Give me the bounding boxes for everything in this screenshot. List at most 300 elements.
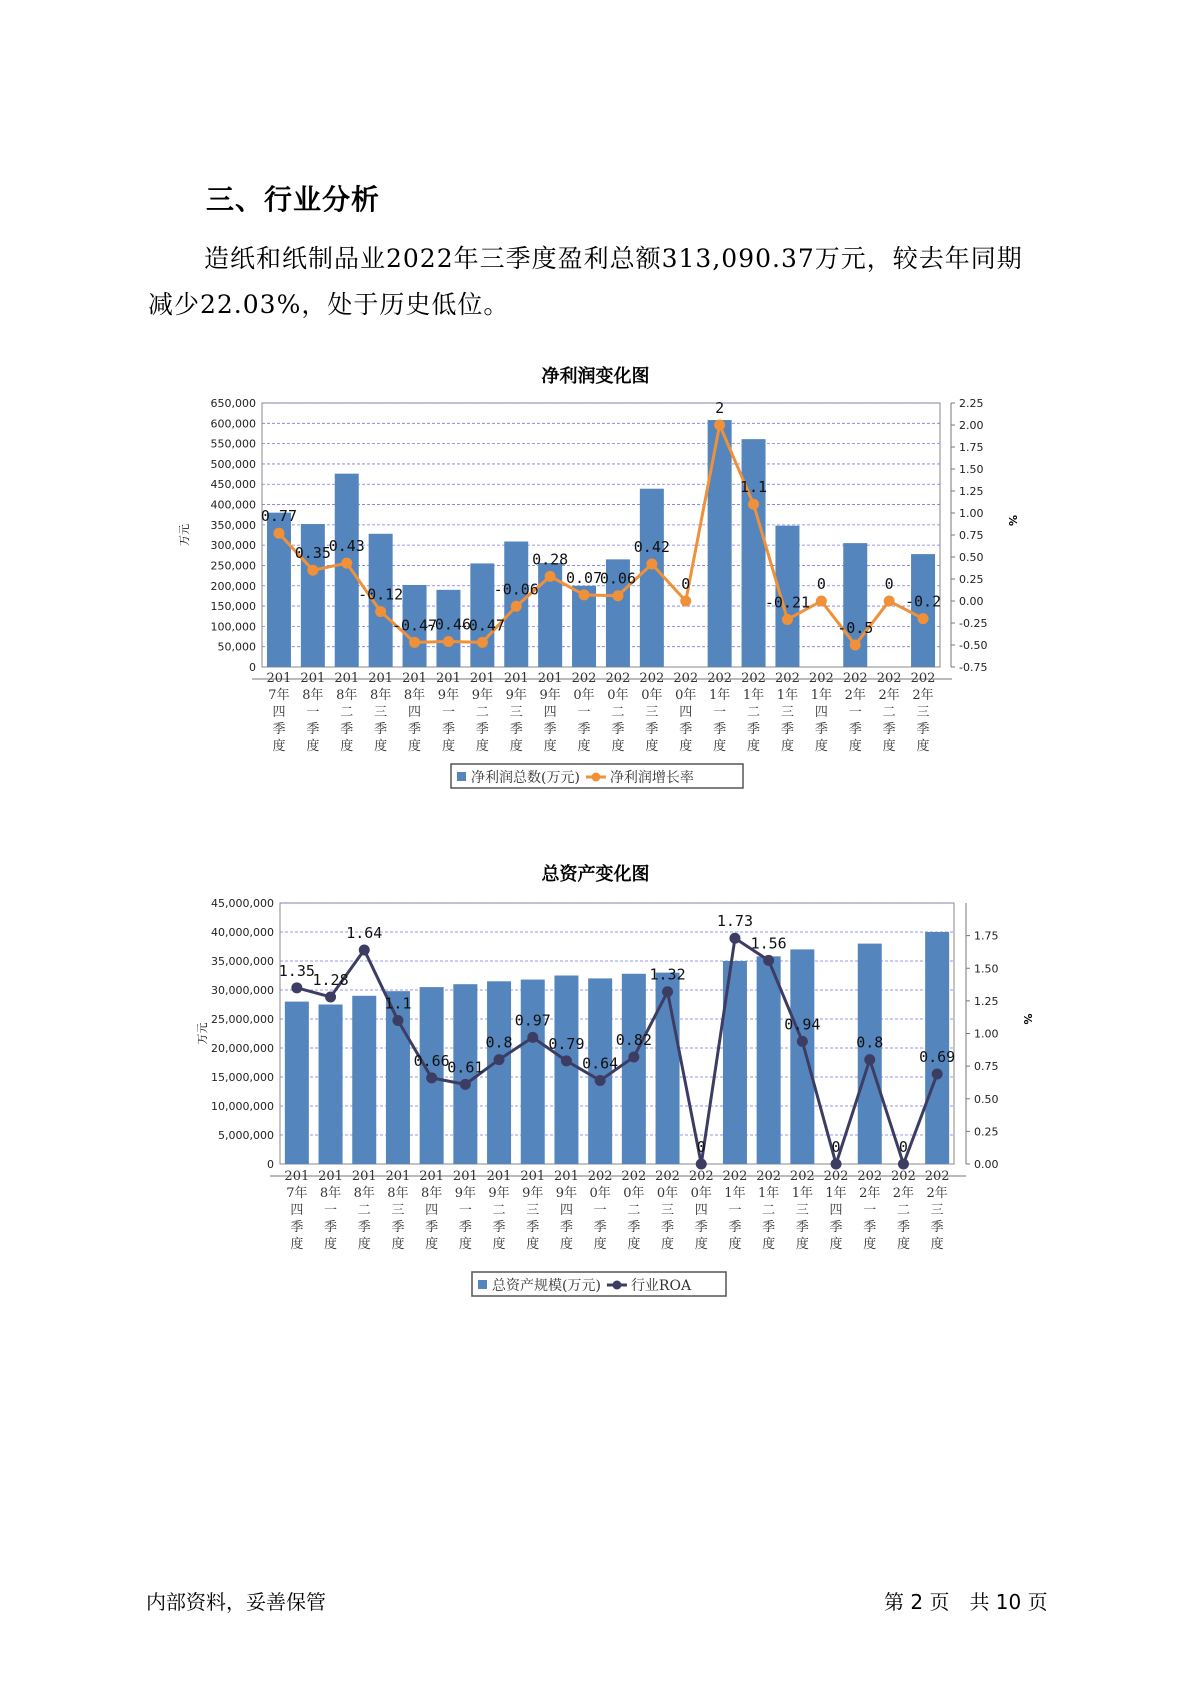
line-point [748,499,759,510]
line-point [932,1068,943,1079]
y2-tick-label: 0.75 [974,1060,999,1074]
y2-tick-label: 2.25 [959,397,984,410]
x-tick-label: 0年 [573,688,595,703]
x-tick-label: 度 [814,739,828,754]
x-tick-label: 202 [842,671,868,686]
x-tick-label: 二 [340,705,354,720]
x-tick-label: 度 [593,1237,607,1252]
x-tick-label: 三 [391,1203,405,1218]
y2-tick-label: -0.50 [959,639,988,652]
bar [554,976,578,1165]
x-tick-label: 9年 [488,1186,510,1201]
x-tick-label: 度 [324,1237,338,1252]
x-tick-label: 一 [848,705,862,720]
summary-paragraph [148,236,1048,328]
x-tick-label: 度 [882,739,896,754]
x-tick-label: 202 [808,671,834,686]
line-point [291,982,302,993]
y-tick-label: 15,000,000 [211,1071,274,1084]
data-label: 0.61 [447,1058,484,1077]
line-point [680,596,691,607]
y2-tick-label: 1.25 [959,485,984,498]
x-tick-label: 202 [910,671,936,686]
x-tick-label: 202 [639,671,665,686]
x-tick-label: 三 [780,705,794,720]
x-tick-label: 三 [916,705,930,720]
bar [640,489,664,667]
data-label: 0.35 [294,544,331,563]
legend-swatch-bar [457,772,466,781]
x-tick-label: 8年 [403,688,426,703]
x-tick-label: 季 [391,1220,405,1235]
x-tick-label: 度 [930,1237,944,1252]
y-tick-label: 10,000,000 [211,1100,274,1113]
data-label: 0.28 [532,550,569,569]
x-tick-label: 度 [306,739,320,754]
x-tick-label: 季 [408,722,422,737]
x-tick-label: 季 [441,722,455,737]
line-point [527,1032,538,1043]
x-tick-label: 2年 [892,1186,915,1201]
x-tick-label: 季 [458,1220,472,1235]
x-tick-label: 202 [891,1169,916,1184]
y2-tick-label: 1.00 [974,1027,999,1041]
line-point [460,1079,471,1090]
y2-axis-label: % [1006,515,1019,527]
x-tick-label: 季 [728,1220,742,1235]
x-tick-label: 一 [593,1203,607,1218]
x-tick-label: 四 [694,1203,708,1218]
y-tick-label: 300,000 [210,539,256,553]
y2-tick-label: 0.00 [959,595,984,608]
x-tick-label: 201 [503,671,529,686]
y-tick-label: 650,000 [210,397,256,410]
x-tick-label: 7年 [286,1186,308,1201]
line-point [662,986,673,997]
y-tick-label: 600,000 [210,417,256,431]
x-tick-label: 202 [621,1169,647,1184]
x-tick-label: 三 [509,705,523,720]
x-tick-label: 一 [728,1203,742,1218]
x-tick-label: 度 [916,739,930,754]
paragraph-line-2: 减少22.03%，处于历史低位。 [148,290,510,319]
x-tick-label: 202 [655,1169,680,1184]
chart-title-net-profit: 净利润变化图 [541,366,650,387]
bar [622,974,646,1164]
x-tick-label: 一 [577,705,591,720]
x-tick-label: 度 [374,739,388,754]
x-tick-label: 1年 [810,688,832,703]
data-label: 0.8 [485,1033,513,1052]
data-label: 0.82 [615,1030,652,1049]
line-point [729,933,740,944]
x-tick-label: 9年 [539,688,561,703]
x-tick-label: 季 [425,1220,439,1235]
x-tick-label: 季 [679,722,693,737]
x-tick-label: 9年 [505,688,527,703]
x-tick-label: 1年 [791,1186,813,1201]
data-label: 0 [696,1138,706,1156]
x-tick-label: 201 [554,1169,579,1184]
y-tick-label: 450,000 [210,478,256,492]
data-label: 2 [715,399,725,417]
x-tick-label: 度 [728,1237,742,1252]
line-point [341,558,352,569]
x-tick-label: 8年 [370,688,392,703]
line-point [816,596,827,607]
line-point [831,1159,842,1170]
x-tick-label: 度 [357,1237,371,1252]
x-tick-label: 8年 [387,1186,409,1201]
x-tick-label: 四 [559,1203,573,1218]
legend-label-bar: 总资产规模(万元) [492,1278,601,1294]
line-point [409,637,420,648]
line-point [595,1075,606,1086]
x-tick-label: 201 [300,671,326,686]
x-tick-label: 1年 [776,688,799,703]
data-label: -0.06 [493,580,539,599]
data-label: 0.8 [856,1033,884,1052]
x-tick-label: 201 [436,671,461,686]
y-tick-label: 50,000 [217,640,256,654]
x-tick-label: 度 [645,739,659,754]
x-tick-label: 度 [559,1237,573,1252]
footer-confidential: 内部资料，妥善保管 [146,1590,326,1614]
x-tick-label: 202 [587,1169,613,1184]
x-tick-label: 202 [823,1169,849,1184]
x-tick-label: 202 [789,1169,815,1184]
x-tick-label: 0年 [656,1186,679,1201]
x-tick-label: 度 [661,1237,675,1252]
data-label: 0.42 [633,538,670,557]
data-label: -0.2 [904,592,942,611]
x-tick-label: 1年 [758,1186,780,1201]
data-label: 0 [816,575,826,593]
x-tick-label: 9年 [471,688,493,703]
x-tick-label: 季 [611,722,625,737]
x-tick-label: 201 [351,1169,377,1184]
bar [487,981,511,1164]
x-tick-label: 201 [419,1169,445,1184]
x-tick-label: 度 [577,739,591,754]
x-tick-label: 三 [661,1203,675,1218]
y2-axis-label: % [1021,1013,1034,1025]
x-tick-label: 9年 [522,1186,544,1201]
y-tick-label: 200,000 [210,579,256,593]
x-tick-label: 度 [848,739,862,754]
x-tick-label: 四 [543,705,557,720]
line-point [307,565,318,576]
x-tick-label: 2年 [844,688,866,703]
x-tick-label: 8年 [421,1186,443,1201]
legend-label-line: 净利润增长率 [609,770,694,786]
data-label: -0.21 [764,593,811,612]
data-label: 1.1 [740,478,768,497]
x-tick-label: 季 [916,722,930,737]
section-heading: 三、行业分析 [206,183,381,216]
y2-tick-label: 0.50 [959,551,984,564]
x-tick-label: 度 [526,1237,540,1252]
x-tick-label: 201 [537,671,563,686]
y-tick-label: 250,000 [210,559,256,573]
footer-page-number: 第 2 页 共 10 页 [884,1590,1048,1614]
total-assets-chart [0,890,1191,1310]
line-point [714,420,725,431]
y-tick-label: 25,000,000 [211,1013,274,1026]
bar [708,420,732,667]
x-tick-label: 1年 [709,688,731,703]
x-tick-label: 季 [930,1220,944,1235]
line-point [628,1051,639,1062]
x-tick-label: 202 [722,1169,748,1184]
x-tick-label: 季 [814,722,828,737]
line-point [612,590,623,601]
x-tick-label: 1年 [724,1186,746,1201]
bar [352,996,376,1164]
x-tick-label: 2年 [859,1186,881,1201]
line-point [561,1055,572,1066]
legend-swatch-point [591,773,600,782]
x-tick-label: 一 [441,705,455,720]
bar [858,944,882,1164]
x-tick-label: 度 [747,739,761,754]
x-tick-label: 度 [492,1237,506,1252]
line-point [579,589,590,600]
y-tick-label: 35,000,000 [211,955,274,968]
x-tick-label: 季 [780,722,794,737]
x-tick-label: 度 [425,1237,439,1252]
x-tick-label: 季 [645,722,659,737]
line-point [273,528,284,539]
x-tick-label: 三 [795,1203,809,1218]
x-tick-label: 季 [357,1220,371,1235]
line-point [477,637,488,648]
x-tick-label: 一 [324,1203,338,1218]
x-tick-label: 8年 [319,1186,342,1201]
data-label: 0 [898,1138,908,1156]
x-tick-label: 度 [340,739,354,754]
bar [742,439,766,667]
x-tick-label: 度 [694,1237,708,1252]
x-tick-label: 度 [509,739,523,754]
x-tick-label: 季 [795,1220,809,1235]
x-tick-label: 0年 [690,1186,712,1201]
data-label: 0.64 [582,1054,619,1073]
x-tick-label: 季 [272,722,286,737]
x-tick-label: 度 [896,1237,910,1252]
x-tick-label: 三 [645,705,659,720]
line-point [511,601,522,612]
x-tick-label: 1年 [825,1186,847,1201]
x-tick-label: 季 [324,1220,338,1235]
x-tick-label: 202 [775,671,800,686]
x-tick-label: 9年 [555,1186,578,1201]
x-tick-label: 四 [408,705,422,720]
x-tick-label: 二 [762,1203,776,1218]
y-tick-label: 550,000 [210,437,256,451]
x-tick-label: 202 [741,671,766,686]
x-tick-label: 四 [425,1203,439,1218]
x-tick-label: 度 [391,1237,405,1252]
paragraph-line-1: 造纸和纸制品业2022年三季度盈利总额313,090.37万元，较去年同期 [204,244,1023,273]
y2-tick-label: -0.75 [959,661,988,674]
x-tick-label: 季 [340,722,354,737]
x-tick-label: 201 [486,1169,512,1184]
x-tick-label: 度 [543,739,557,754]
line-point [696,1159,707,1170]
y-tick-label: 40,000,000 [211,926,274,939]
line-point [884,596,895,607]
x-tick-label: 度 [863,1237,877,1252]
bar [470,563,494,667]
data-label: 0.94 [784,1015,821,1034]
x-tick-label: 0年 [623,1186,645,1201]
legend-label-line: 行业ROA [630,1278,692,1294]
y2-tick-label: 2.00 [959,419,984,432]
x-tick-label: 8年 [353,1186,375,1201]
x-tick-label: 季 [509,722,523,737]
x-tick-label: 9年 [454,1186,476,1201]
x-tick-label: 度 [762,1237,776,1252]
data-label: 1.73 [716,912,754,931]
line-point [359,944,370,955]
x-tick-label: 202 [876,671,902,686]
y2-tick-label: 1.75 [974,929,999,943]
line-point [392,1015,403,1026]
x-tick-label: 201 [284,1169,310,1184]
x-tick-label: 二 [882,705,896,720]
x-tick-label: 二 [611,705,625,720]
x-tick-label: 季 [848,722,862,737]
x-tick-label: 二 [896,1203,910,1218]
bar [790,949,814,1164]
data-label: 0.77 [260,507,298,526]
line-point [918,613,929,624]
y2-tick-label: 1.75 [959,441,984,454]
x-tick-label: 度 [441,739,455,754]
x-tick-label: 季 [374,722,388,737]
y-tick-label: 20,000,000 [211,1042,274,1055]
x-tick-label: 季 [475,722,489,737]
data-label: 0 [681,575,691,593]
line-point [494,1054,505,1065]
data-label: 1.32 [649,965,686,984]
x-tick-label: 度 [408,739,422,754]
y2-tick-label: 0.25 [959,573,984,586]
x-tick-label: 201 [318,1169,343,1184]
x-tick-label: 度 [290,1237,304,1252]
x-tick-label: 201 [368,671,394,686]
x-tick-label: 二 [747,705,761,720]
x-tick-label: 202 [924,1169,950,1184]
x-tick-label: 201 [334,671,360,686]
x-tick-label: 季 [661,1220,675,1235]
x-tick-label: 一 [863,1203,877,1218]
data-label: 1.56 [750,934,787,953]
line-point [646,559,657,570]
x-tick-label: 度 [713,739,727,754]
legend-swatch-bar [478,1280,487,1289]
y2-tick-label: 1.25 [974,994,999,1008]
x-tick-label: 度 [458,1237,472,1252]
x-tick-label: 一 [458,1203,472,1218]
x-tick-label: 二 [357,1203,371,1218]
x-tick-label: 季 [306,722,320,737]
y2-tick-label: 0.75 [959,529,984,542]
data-label: -0.47 [391,616,438,635]
x-tick-label: 季 [559,1220,573,1235]
line-point [898,1159,909,1170]
line-point [426,1072,437,1083]
x-tick-label: 202 [571,671,597,686]
y-tick-label: 0 [249,661,256,674]
data-label: 0.97 [514,1011,551,1030]
x-tick-label: 二 [475,705,489,720]
x-tick-label: 季 [593,1220,607,1235]
y2-tick-label: 0.00 [974,1158,999,1171]
data-label: -0.12 [358,585,404,604]
data-label: 0.07 [565,568,603,587]
x-tick-label: 度 [627,1237,641,1252]
line-point [375,606,386,617]
x-tick-label: 度 [475,739,489,754]
x-tick-label: 度 [780,739,794,754]
x-tick-label: 0年 [607,688,629,703]
data-label: 1.35 [278,961,315,980]
x-tick-label: 201 [469,671,495,686]
y-tick-label: 45,000,000 [211,897,274,910]
x-tick-label: 1年 [742,688,765,703]
x-tick-label: 季 [762,1220,776,1235]
x-tick-label: 201 [402,671,427,686]
y-tick-label: 5,000,000 [218,1129,274,1142]
y-tick-label: 400,000 [210,498,256,512]
line-point [763,955,774,966]
data-label: 0.79 [548,1034,585,1053]
x-tick-label: 三 [526,1203,540,1218]
x-tick-label: 一 [713,705,727,720]
bar [521,980,545,1164]
bar [319,1005,343,1165]
x-tick-label: 7年 [268,688,290,703]
line-point [850,640,861,651]
x-tick-label: 二 [492,1203,506,1218]
x-tick-label: 季 [829,1220,843,1235]
x-tick-label: 四 [814,705,828,720]
x-tick-label: 202 [673,671,699,686]
x-tick-label: 2年 [878,688,900,703]
y2-tick-label: 1.00 [959,507,984,520]
x-tick-label: 度 [795,1237,809,1252]
x-tick-label: 0年 [641,688,663,703]
data-label: 0.43 [328,537,365,556]
x-tick-label: 2年 [912,688,934,703]
data-label: 0 [831,1138,841,1156]
x-tick-label: 度 [272,739,286,754]
y2-tick-label: 0.50 [974,1092,999,1106]
x-tick-label: 四 [272,705,286,720]
y-tick-label: 150,000 [210,600,256,614]
chart-title-total-assets: 总资产变化图 [541,864,650,885]
x-tick-label: 202 [688,1169,714,1184]
x-tick-label: 202 [756,1169,782,1184]
x-tick-label: 四 [829,1203,843,1218]
x-tick-label: 9年 [437,688,460,703]
x-tick-label: 季 [694,1220,708,1235]
x-tick-label: 2年 [926,1186,948,1201]
y-tick-label: 500,000 [210,457,256,471]
x-tick-label: 季 [896,1220,910,1235]
